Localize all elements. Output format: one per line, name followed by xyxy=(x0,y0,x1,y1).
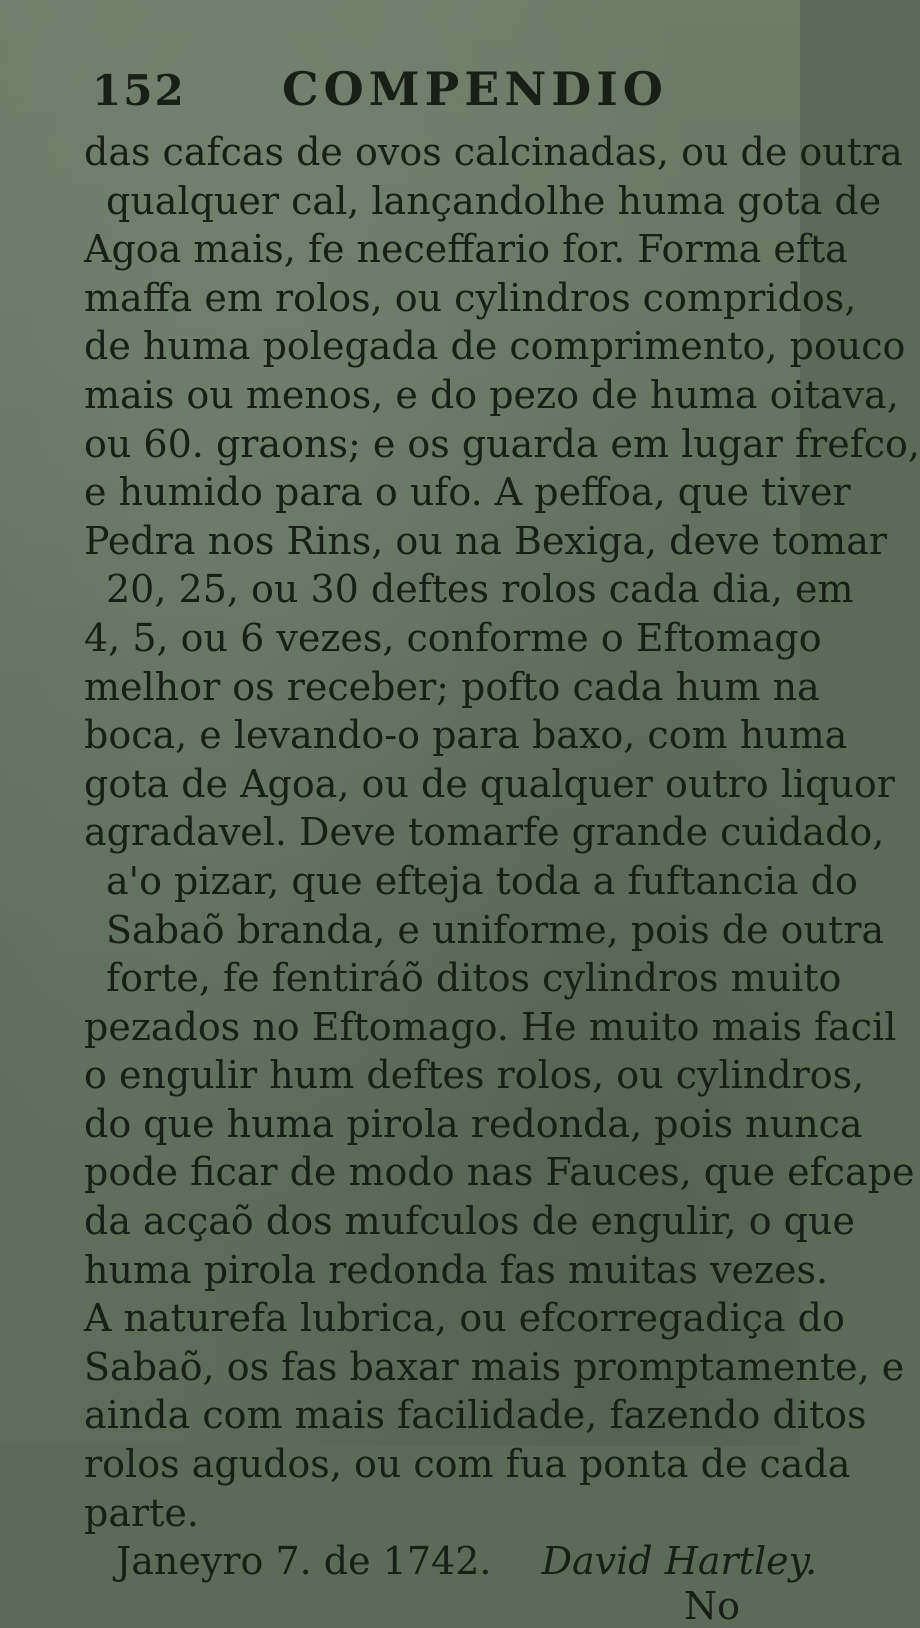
text-line: 4, 5, ou 6 vezes, conforme o Eftomago xyxy=(84,615,822,660)
text-line: huma pirola redonda fas muitas vezes. xyxy=(84,1247,829,1292)
text-line: e humido para o ufo. A peffoa, que tiver xyxy=(84,470,851,515)
text-line: 20, 25, ou 30 deftes rolos cada dia, em xyxy=(106,567,854,612)
text-line: melhor os receber; pofto cada hum na xyxy=(84,664,820,709)
text-line: boca, e levando-o para baxo, com huma xyxy=(84,713,848,758)
text-line: Agoa mais, fe neceffario for. Forma efta xyxy=(84,227,848,272)
text-line: o engulir hum deftes rolos, ou cylindros, xyxy=(84,1053,865,1098)
text-line: pode ficar de modo nas Fauces, que efcape xyxy=(84,1150,915,1195)
text-line: parte. xyxy=(84,1490,199,1535)
page-number: 152 xyxy=(92,66,186,115)
text-line: maffa em rolos, ou cylindros compridos, xyxy=(84,275,857,320)
page-header xyxy=(92,58,732,128)
text-line: Pedra nos Rins, ou na Bexiga, deve tomar xyxy=(84,518,888,563)
text-line: qualquer cal, lançandolhe huma gota de xyxy=(106,178,882,223)
text-line: de huma polegada de comprimento, pouco xyxy=(84,324,906,369)
text-line: Sabaõ branda, e uniforme, pois de outra xyxy=(106,907,885,952)
signature-date: Janeyro 7. de 1742. xyxy=(116,1539,492,1584)
text-line: mais ou menos, e do pezo de huma oitava, xyxy=(84,372,899,417)
text-line: rolos agudos, ou com fua ponta de cada xyxy=(84,1442,851,1487)
signature-author: David Hartley. xyxy=(541,1539,818,1584)
body-text xyxy=(84,128,920,1628)
text-line: A naturefa lubrica, ou efcorregadiça do xyxy=(84,1296,845,1341)
text-line: Sabaõ, os fas baxar mais promptamente, e xyxy=(84,1344,905,1389)
text-line: ou 60. graons; e os guarda em lugar frefco, xyxy=(84,421,920,466)
text-line: agradavel. Deve tomarfe grande cuidado, xyxy=(84,810,885,855)
text-line: pezados no Eftomago. He muito mais facil xyxy=(84,1004,897,1049)
signature-line xyxy=(84,1537,818,1586)
catchword: No xyxy=(683,1583,740,1628)
text-line: do que huma pirola redonda, pois nunca xyxy=(84,1101,863,1146)
text-line: das cafcas de ovos calcinadas, ou de outra xyxy=(84,130,903,174)
running-head: COMPENDIO xyxy=(282,62,668,116)
text-line: gota de Agoa, ou de qualquer outro liquor xyxy=(84,761,895,806)
text-line: a'o pizar, que efteja toda a fuftancia do xyxy=(106,858,858,903)
text-line: ainda com mais facilidade, fazendo ditos xyxy=(84,1393,867,1438)
text-line: forte, fe fentiráõ ditos cylindros muito xyxy=(106,956,842,1001)
text-line: da acçaõ dos mufculos de engulir, o que xyxy=(84,1199,855,1244)
